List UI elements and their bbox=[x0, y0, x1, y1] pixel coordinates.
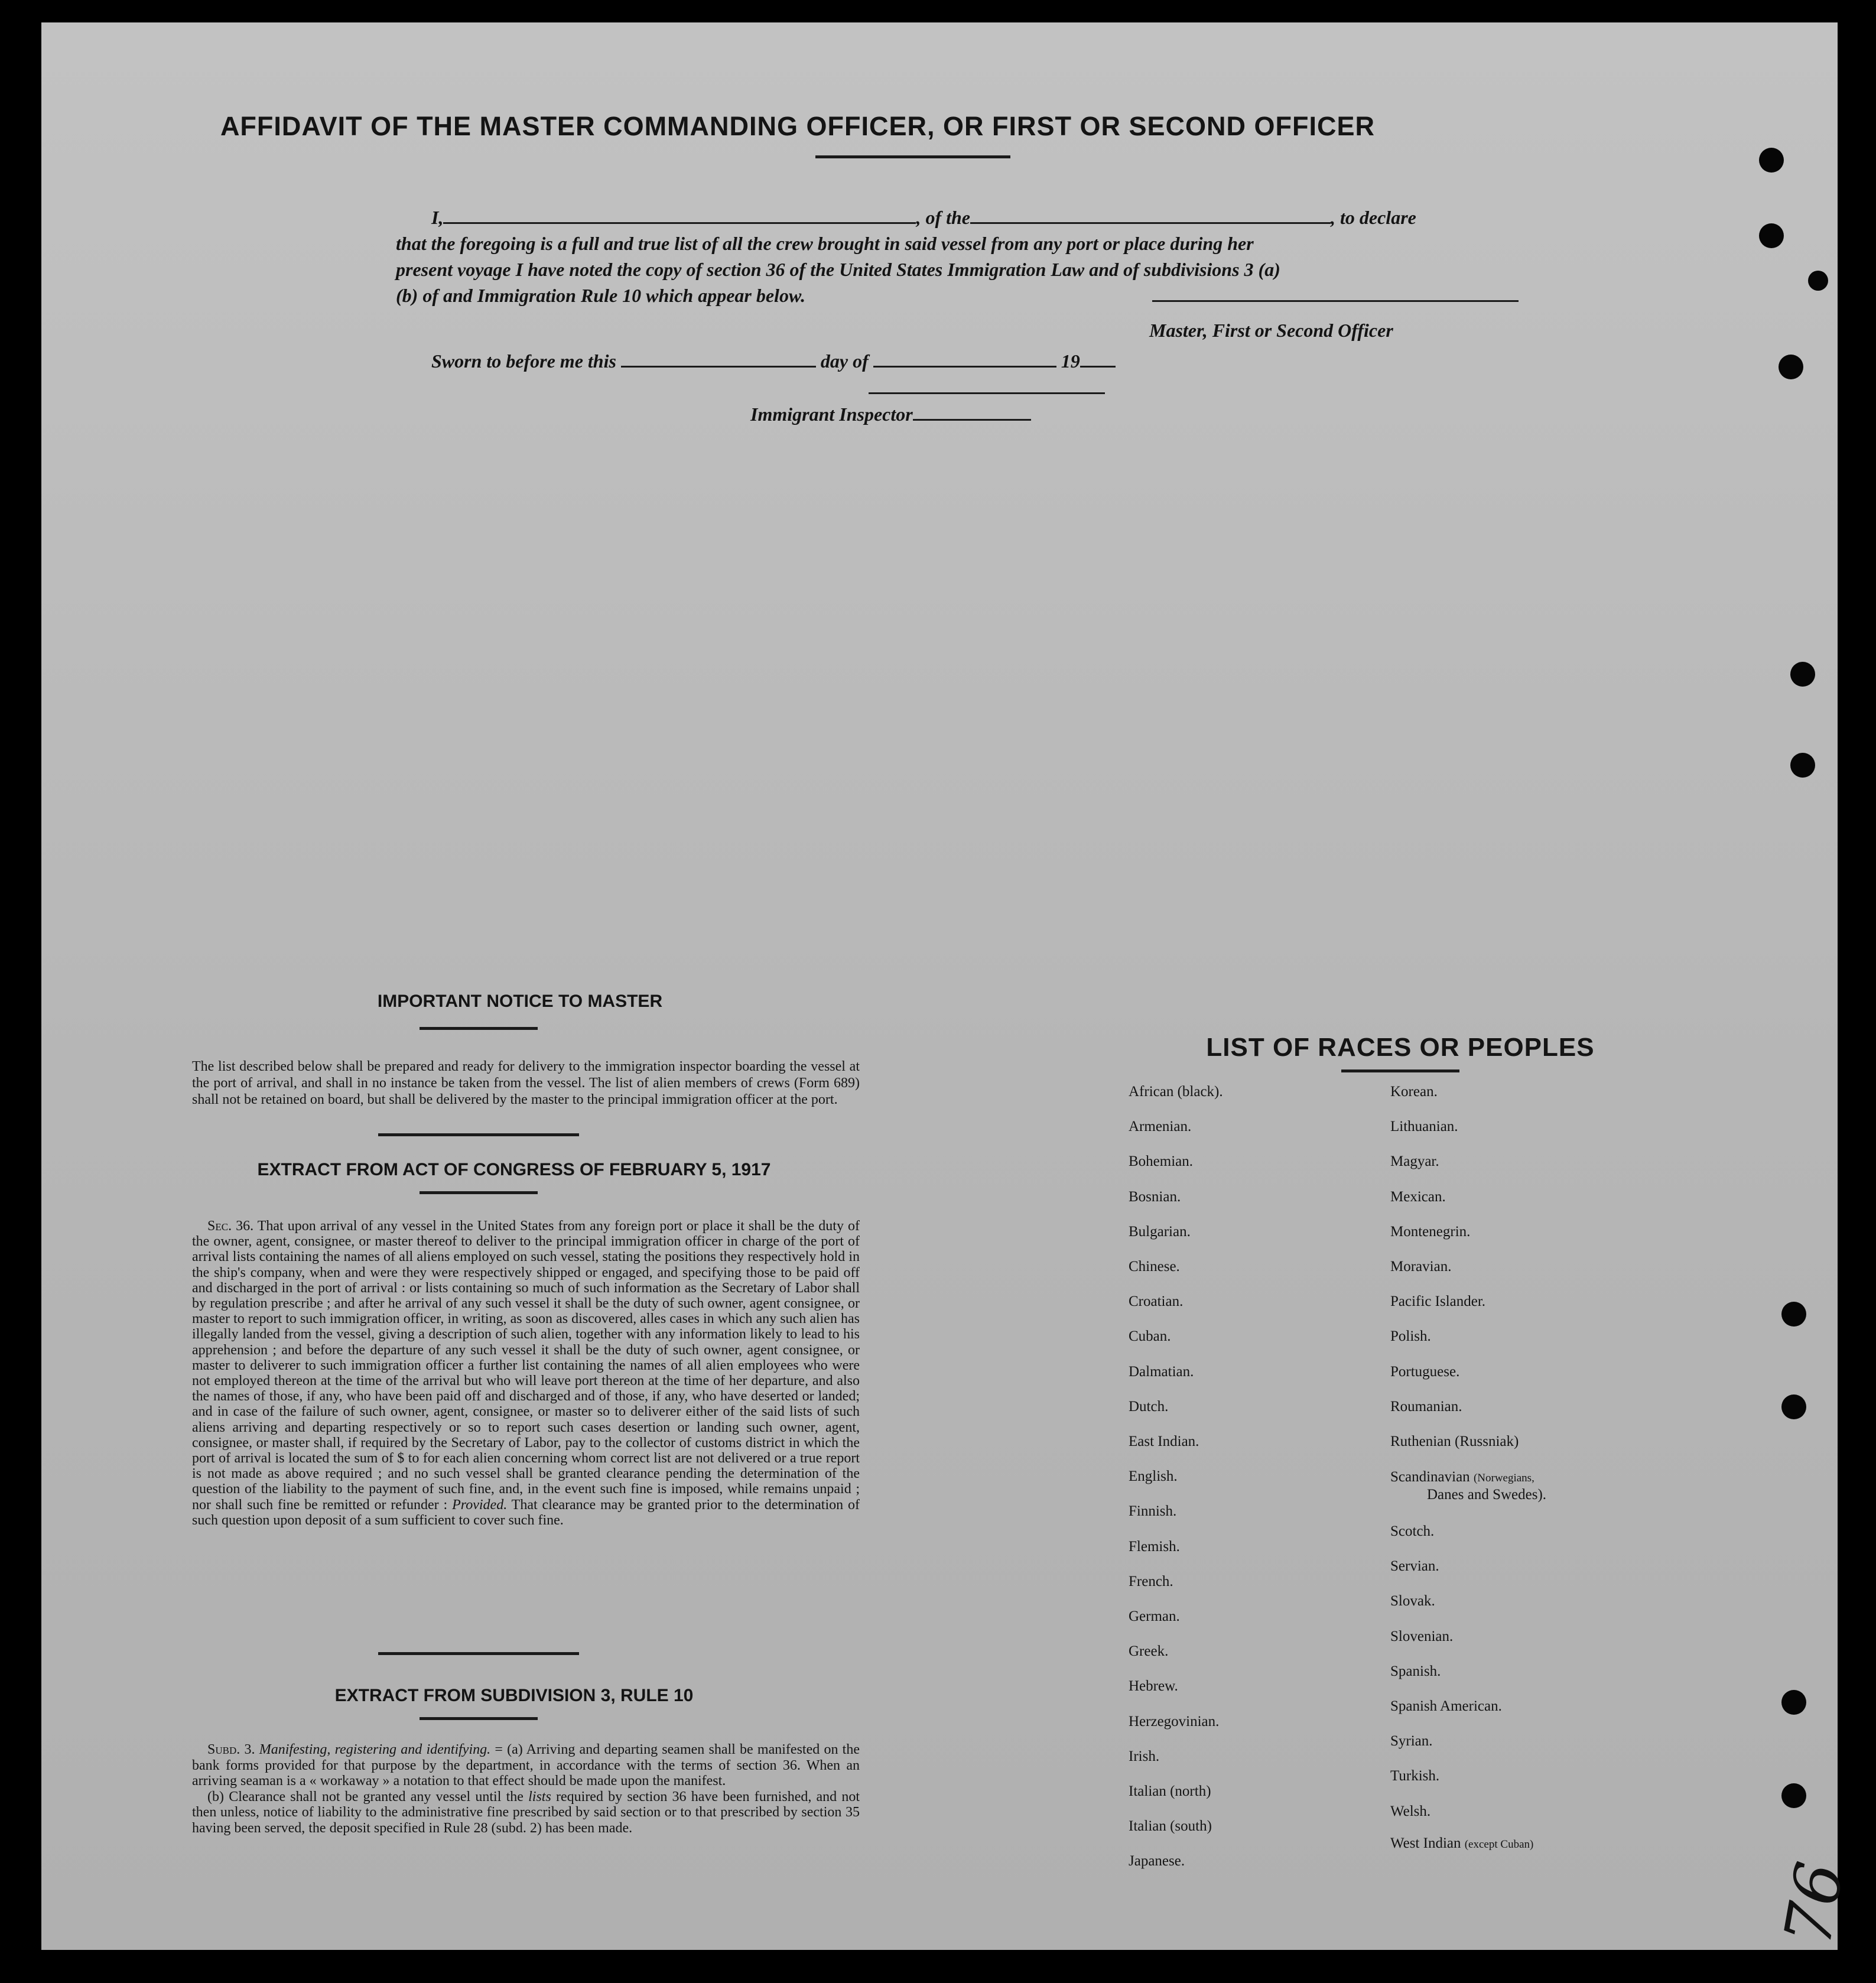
provided-word: Provided. bbox=[452, 1497, 508, 1513]
affidavit-body bbox=[396, 204, 1519, 308]
subd-label: Subd. 3. bbox=[207, 1742, 255, 1757]
race-item: Korean. bbox=[1390, 1084, 1438, 1100]
rule-title: EXTRACT FROM SUBDIVISION 3, RULE 10 bbox=[334, 1686, 694, 1705]
punch-hole bbox=[1759, 223, 1784, 248]
punch-hole bbox=[1781, 1302, 1806, 1327]
race-item: Moravian. bbox=[1390, 1259, 1452, 1275]
race-item: Greek. bbox=[1129, 1643, 1169, 1660]
punch-hole bbox=[1790, 662, 1815, 687]
race-item: Armenian. bbox=[1129, 1119, 1192, 1135]
race-item: Spanish American. bbox=[1390, 1698, 1502, 1714]
race-item: East Indian. bbox=[1129, 1433, 1199, 1449]
act-rule bbox=[420, 1191, 538, 1194]
rule-text-b1: Clearance shall not be granted any vessel until the bbox=[229, 1789, 524, 1805]
sworn-year-blank bbox=[1080, 349, 1116, 368]
notice-rule bbox=[420, 1027, 538, 1030]
race-item: Welsh. bbox=[1390, 1803, 1431, 1819]
inspector-line bbox=[750, 402, 1031, 425]
sworn-line bbox=[431, 349, 1116, 372]
race-item: Bosnian. bbox=[1129, 1188, 1181, 1205]
race-scandinavian-main: Scandinavian bbox=[1390, 1469, 1470, 1485]
title-rule bbox=[815, 155, 1010, 158]
punch-hole bbox=[1781, 1690, 1806, 1715]
notice-title: IMPORTANT NOTICE TO MASTER bbox=[377, 991, 663, 1011]
affidavit-line-2: that the foregoing is a full and true list of all the crew brought in said vessel from any port or place during her bbox=[396, 233, 1254, 254]
rule-text-b2: required by section 36 have been furnished, and not then unless, notice of liability to the administrative fine prescribed by said section or to that prescribed by section 35 having been served, the deposit specified in Rule 28 (subd. 2) has been made. bbox=[192, 1789, 860, 1836]
subd-heading: Manifesting, registering and identifying. bbox=[259, 1742, 491, 1757]
race-item: Japanese. bbox=[1129, 1853, 1185, 1870]
race-item: Pacific Islander. bbox=[1390, 1293, 1486, 1310]
punch-hole bbox=[1790, 753, 1815, 778]
race-item: Roumanian. bbox=[1390, 1398, 1462, 1415]
act-text bbox=[192, 1218, 860, 1528]
affidavit-line-3: present voyage I have noted the copy of section 36 of the United States Immigration Law and of subdivisions 3 (a) bbox=[396, 259, 1280, 280]
race-item: Mexican. bbox=[1390, 1188, 1446, 1205]
master-signature-line bbox=[1152, 300, 1519, 302]
rule-text bbox=[192, 1742, 860, 1836]
punch-hole bbox=[1781, 1394, 1806, 1419]
race-item: Italian (north) bbox=[1129, 1783, 1211, 1799]
race-item: English. bbox=[1129, 1468, 1178, 1485]
rule-rule bbox=[420, 1717, 538, 1720]
race-item: Polish. bbox=[1390, 1328, 1431, 1345]
inspector-signature-line bbox=[869, 392, 1105, 394]
handwritten-margin-note: 76 bbox=[1769, 1856, 1859, 1952]
rule-text-a: = (a) Arriving and departing seamen shall be manifested on the bank forms provided for that purpose by the department, in accordance with the terms of section 36. When an arriving seaman is a « workaway » a notation to that effect should be made upon the manifest. bbox=[192, 1742, 860, 1789]
race-item: Finnish. bbox=[1129, 1503, 1177, 1520]
race-item: Scotch. bbox=[1390, 1523, 1435, 1539]
day-of-label: day of bbox=[820, 350, 869, 372]
race-item: Hebrew. bbox=[1129, 1678, 1178, 1695]
race-item: German. bbox=[1129, 1608, 1180, 1624]
b-label: (b) bbox=[207, 1789, 224, 1805]
sec-label: Sec. 36. bbox=[207, 1218, 254, 1234]
race-scandinavian-note: (Norwegians, bbox=[1473, 1472, 1534, 1484]
lists-word: lists bbox=[528, 1789, 551, 1805]
punch-hole bbox=[1779, 355, 1803, 379]
vessel-blank bbox=[970, 206, 1331, 224]
punch-hole bbox=[1781, 1783, 1806, 1808]
race-item: Portuguese. bbox=[1390, 1363, 1460, 1380]
act-body-end: That clearance may be granted prior to the determination of such question upon deposit of a sum sufficient to cover such fine. bbox=[192, 1497, 860, 1528]
race-item: Dalmatian. bbox=[1129, 1363, 1194, 1380]
race-item: African (black). bbox=[1129, 1084, 1223, 1100]
master-label: Master, First or Second Officer bbox=[1149, 320, 1393, 341]
race-item: Croatian. bbox=[1129, 1293, 1184, 1310]
race-item: Cuban. bbox=[1129, 1328, 1171, 1345]
notice-text: The list described below shall be prepared and ready for delivery to the immigration inspector boarding the vessel at the port of arrival, and shall in no instance be taken from the vessel. The list of alien members of crews (Form 689) shall not be retained on board, but shall be delivered by the master to the principal immigration officer at the port. bbox=[192, 1059, 860, 1107]
race-item: Italian (south) bbox=[1129, 1818, 1212, 1835]
year-prefix: 19 bbox=[1061, 350, 1080, 372]
punch-hole bbox=[1808, 271, 1828, 291]
name-blank bbox=[443, 206, 916, 224]
race-item: Flemish. bbox=[1129, 1538, 1180, 1555]
race-item: Slovak. bbox=[1390, 1593, 1435, 1610]
race-item: Magyar. bbox=[1390, 1153, 1439, 1170]
notice-bottom-rule bbox=[378, 1133, 579, 1136]
race-west-indian-note: (except Cuban) bbox=[1464, 1838, 1534, 1851]
inspector-label: Immigrant Inspector bbox=[750, 404, 913, 425]
race-item: Dutch. bbox=[1129, 1398, 1169, 1415]
affidavit-line-4: (b) of and Immigration Rule 10 which appear below. bbox=[396, 285, 806, 306]
inspector-blank bbox=[913, 402, 1031, 421]
race-item: Servian. bbox=[1390, 1558, 1439, 1575]
race-scandinavian-line2: Danes and Swedes). bbox=[1427, 1487, 1547, 1503]
race-item: Bulgarian. bbox=[1129, 1223, 1191, 1240]
affidavit-title: AFFIDAVIT OF THE MASTER COMMANDING OFFICER, OR FIRST OR SECOND OFFICER bbox=[220, 111, 1376, 141]
race-item: Irish. bbox=[1129, 1748, 1160, 1764]
punch-hole bbox=[1759, 148, 1784, 173]
race-item: French. bbox=[1129, 1573, 1173, 1589]
race-scandinavian bbox=[1390, 1469, 1534, 1485]
race-item: Lithuanian. bbox=[1390, 1119, 1458, 1135]
affidavit-i-label: I, bbox=[431, 207, 444, 228]
races-rule bbox=[1341, 1069, 1459, 1072]
race-item: Ruthenian (Russniak) bbox=[1390, 1433, 1519, 1449]
race-item: Chinese. bbox=[1129, 1259, 1180, 1275]
sworn-day-blank bbox=[621, 349, 816, 368]
race-west-indian bbox=[1390, 1835, 1533, 1852]
to-declare-label: , to declare bbox=[1331, 207, 1416, 228]
race-item: Syrian. bbox=[1390, 1733, 1433, 1750]
races-title: LIST OF RACES OR PEOPLES bbox=[1206, 1033, 1595, 1062]
race-west-indian-main: West Indian bbox=[1390, 1835, 1461, 1851]
race-item: Slovenian. bbox=[1390, 1628, 1454, 1644]
race-item: Bohemian. bbox=[1129, 1153, 1194, 1170]
document-page bbox=[41, 22, 1859, 1952]
act-bottom-rule bbox=[378, 1652, 579, 1655]
race-item: Montenegrin. bbox=[1390, 1223, 1471, 1240]
sworn-month-blank bbox=[873, 349, 1056, 368]
sworn-label: Sworn to before me this bbox=[431, 350, 616, 372]
act-body: That upon arrival of any vessel in the United States from any foreign port or place it shall be the duty of the owner, agent, consignee, or master thereof to deliver to the principal immigration officer in charge of the port of arrival lists containing the names of all aliens employed on such vessel, stating the positions they respectively hold in the ship's company, when and were they were respectively shipped or engaged, and specifying those to be paid off and discharged in the port of arrival : or lists containing so much of such information as the Secretary of Labor shall by regulation prescribe ; and after he arrival of any such vessel it shall be the duty of such owner, agent consignee, or master to report to such immigration officer, in writing, as soon as discovered, alles cases in which any such alien has illegally landed from the vessel, giving a description of such alien, together with any information likely to lead to his apprehension ; and before the departure of any such vessel it shall be the duty of such owner, agent consignee, or master to deliverer to such immigration officer a further list containing the names of all alien employees who were not employed thereon at the time of the arrival but who will leave port thereon at the time of her departure, and also the names of those, if any, who have been paid off and discharged and of those, if any, who have deserted or landed; and in case of the failure of such owner, agent, consignee, or master so to deliverer either of the said lists of such aliens arriving and departing respectively or so to report such cases desertion or landing such owner, agent, consignee, or master shall, if required by the Secretary of Labor, pay to the collector of customs district in which the port of arrival is located the sum of $ to for each alien concerning whom correct list are not delivered or a true report is not made as above required ; and no such vessel shall be granted clearance pending the determination of the question of the liability to the payment of such fine, and, in the event such fine is imposed, while remains unpaid ; nor shall such fine be remitted or refunder : bbox=[192, 1218, 860, 1513]
act-title: EXTRACT FROM ACT OF CONGRESS OF FEBRUARY 5, 1917 bbox=[257, 1160, 771, 1179]
of-the-label: , of the bbox=[916, 207, 970, 228]
race-item: Herzegovinian. bbox=[1129, 1713, 1220, 1730]
race-item: Spanish. bbox=[1390, 1663, 1441, 1679]
race-item: Turkish. bbox=[1390, 1768, 1440, 1784]
